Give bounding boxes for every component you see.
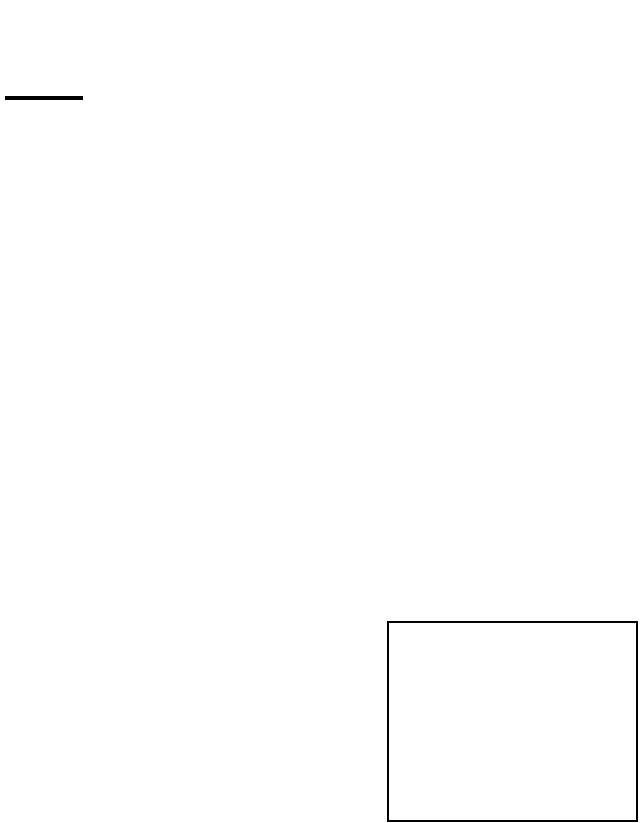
cosmogram-table	[387, 621, 638, 822]
aspect-table	[0, 530, 387, 823]
